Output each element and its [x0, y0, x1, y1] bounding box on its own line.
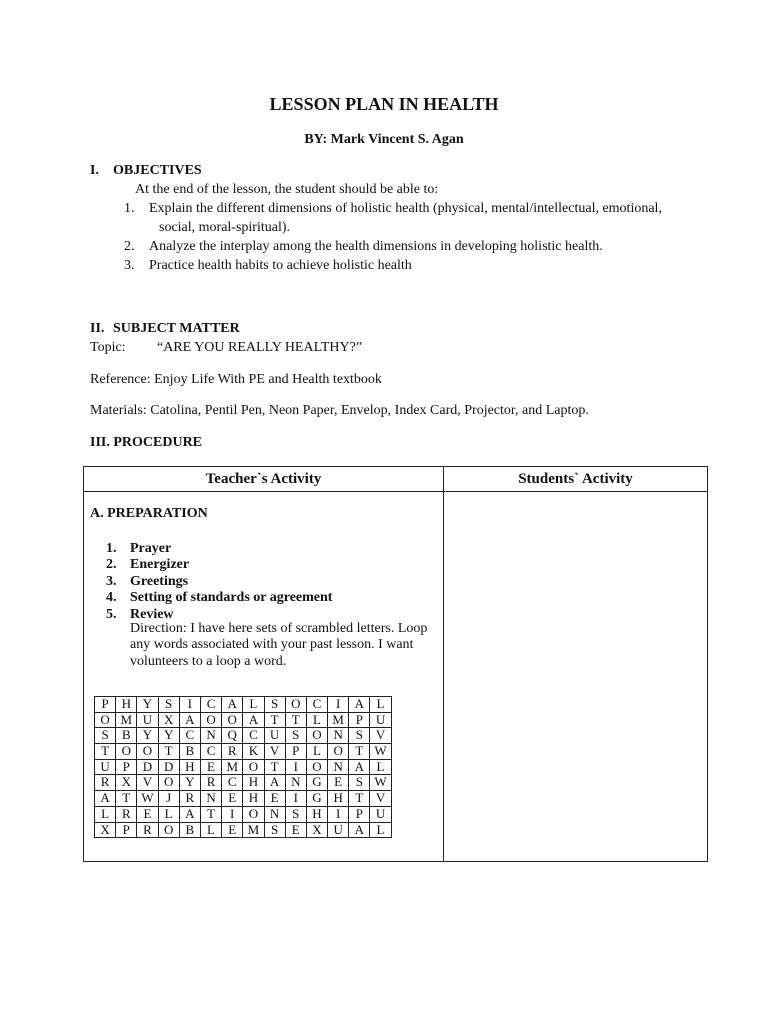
- grid-letter[interactable]: A: [179, 712, 200, 728]
- grid-letter[interactable]: S: [264, 697, 285, 713]
- grid-letter[interactable]: P: [285, 744, 306, 760]
- grid-letter[interactable]: X: [95, 822, 116, 838]
- grid-letter[interactable]: S: [285, 806, 306, 822]
- grid-row: [95, 744, 392, 760]
- grid-letter[interactable]: V: [137, 775, 158, 791]
- grid-letter[interactable]: C: [306, 697, 327, 713]
- step-label: Setting of standards or agreement: [130, 590, 333, 606]
- grid-letter[interactable]: O: [306, 759, 327, 775]
- objective-item-continuation: social, moral-spiritual).: [159, 220, 291, 235]
- grid-letter[interactable]: S: [158, 697, 179, 713]
- grid-letter[interactable]: O: [95, 712, 116, 728]
- grid-letter[interactable]: S: [264, 822, 285, 838]
- grid-letter[interactable]: Y: [179, 775, 200, 791]
- grid-letter[interactable]: N: [200, 791, 221, 807]
- objective-item: [124, 258, 412, 274]
- document-title: LESSON PLAN IN HEALTH: [269, 94, 499, 114]
- grid-letter[interactable]: M: [116, 712, 137, 728]
- grid-letter[interactable]: R: [95, 775, 116, 791]
- grid-letter[interactable]: C: [200, 744, 221, 760]
- grid-letter[interactable]: H: [328, 791, 349, 807]
- step-number: 4.: [106, 590, 117, 606]
- grid-letter[interactable]: M: [328, 712, 349, 728]
- students-activity-cell: [444, 492, 708, 862]
- grid-row: [95, 822, 392, 838]
- grid-letter[interactable]: P: [349, 806, 370, 822]
- review-direction: Direction: I have here sets of scrambled letters. Loop any words associated with your past lesson. I want volunteers to a loop a word.: [130, 621, 428, 669]
- grid-letter[interactable]: E: [222, 791, 243, 807]
- grid-letter[interactable]: M: [243, 822, 264, 838]
- grid-letter[interactable]: I: [285, 791, 306, 807]
- grid-letter[interactable]: I: [222, 806, 243, 822]
- grid-letter[interactable]: W: [137, 791, 158, 807]
- grid-letter[interactable]: A: [349, 822, 370, 838]
- grid-letter[interactable]: P: [116, 822, 137, 838]
- teacher-activity-header: Teacher`s Activity: [84, 467, 444, 492]
- step-number: 3.: [106, 573, 117, 589]
- grid-letter[interactable]: R: [222, 744, 243, 760]
- grid-letter[interactable]: X: [116, 775, 137, 791]
- grid-letter[interactable]: C: [222, 775, 243, 791]
- grid-letter[interactable]: A: [95, 791, 116, 807]
- grid-letter[interactable]: N: [264, 806, 285, 822]
- grid-letter[interactable]: B: [179, 822, 200, 838]
- grid-letter[interactable]: B: [179, 744, 200, 760]
- grid-letter[interactable]: L: [200, 822, 221, 838]
- step-number: 5.: [106, 606, 117, 622]
- grid-letter[interactable]: P: [349, 712, 370, 728]
- word-search-grid: [94, 696, 392, 838]
- grid-letter[interactable]: E: [328, 775, 349, 791]
- grid-row: [95, 775, 392, 791]
- grid-letter[interactable]: I: [328, 806, 349, 822]
- grid-letter[interactable]: L: [306, 712, 327, 728]
- grid-letter[interactable]: X: [158, 712, 179, 728]
- grid-letter[interactable]: P: [95, 697, 116, 713]
- grid-letter[interactable]: T: [116, 791, 137, 807]
- grid-letter[interactable]: H: [179, 759, 200, 775]
- grid-letter[interactable]: S: [95, 728, 116, 744]
- grid-letter[interactable]: V: [264, 744, 285, 760]
- grid-letter[interactable]: E: [200, 759, 221, 775]
- objectives-intro: At the end of the lesson, the student should be able to:: [135, 182, 439, 197]
- grid-letter[interactable]: G: [306, 791, 327, 807]
- grid-letter[interactable]: D: [137, 759, 158, 775]
- topic-value: “ARE YOU REALLY HEALTHY?”: [157, 340, 363, 355]
- byline: BY: Mark Vincent S. Agan: [304, 132, 464, 147]
- objective-item: [124, 201, 662, 217]
- grid-letter[interactable]: A: [349, 759, 370, 775]
- objectives-heading: [90, 163, 202, 179]
- grid-letter[interactable]: O: [328, 744, 349, 760]
- topic-label: Topic:: [90, 340, 126, 355]
- step-label: Greetings: [130, 573, 189, 589]
- grid-letter[interactable]: Y: [137, 697, 158, 713]
- section-number: II.: [90, 321, 105, 336]
- grid-letter[interactable]: T: [349, 744, 370, 760]
- grid-letter[interactable]: O: [306, 728, 327, 744]
- grid-letter[interactable]: A: [349, 697, 370, 713]
- grid-letter[interactable]: U: [370, 806, 391, 822]
- grid-row: [95, 697, 392, 713]
- grid-letter[interactable]: L: [306, 744, 327, 760]
- step-label: Review: [130, 606, 174, 622]
- grid-letter[interactable]: M: [222, 759, 243, 775]
- students-activity-header: Students` Activity: [444, 467, 708, 492]
- grid-letter[interactable]: A: [222, 697, 243, 713]
- item-number: 2.: [124, 239, 135, 254]
- grid-letter[interactable]: U: [264, 728, 285, 744]
- grid-letter[interactable]: S: [349, 775, 370, 791]
- grid-letter[interactable]: K: [243, 744, 264, 760]
- grid-letter[interactable]: E: [285, 822, 306, 838]
- grid-letter[interactable]: S: [285, 728, 306, 744]
- grid-letter[interactable]: C: [200, 697, 221, 713]
- grid-letter[interactable]: A: [243, 712, 264, 728]
- section-title: OBJECTIVES: [113, 163, 202, 178]
- grid-letter[interactable]: B: [116, 728, 137, 744]
- grid-letter[interactable]: T: [285, 712, 306, 728]
- grid-letter[interactable]: O: [243, 806, 264, 822]
- grid-letter[interactable]: I: [328, 697, 349, 713]
- grid-letter[interactable]: A: [264, 775, 285, 791]
- teacher-activity-cell: [84, 492, 444, 862]
- procedure-table: [83, 466, 708, 862]
- grid-letter[interactable]: L: [243, 697, 264, 713]
- grid-letter[interactable]: I: [179, 697, 200, 713]
- grid-letter[interactable]: T: [264, 712, 285, 728]
- materials-line: Materials: Catolina, Pentil Pen, Neon Paper, Envelop, Index Card, Projector, and Laptop.: [90, 403, 589, 418]
- grid-letter[interactable]: C: [243, 728, 264, 744]
- grid-letter[interactable]: V: [370, 728, 391, 744]
- procedure-heading: III. PROCEDURE: [90, 435, 203, 450]
- step-label: Prayer: [130, 541, 172, 556]
- grid-letter[interactable]: S: [349, 728, 370, 744]
- step-item: [106, 590, 332, 606]
- grid-letter[interactable]: H: [243, 791, 264, 807]
- section-number: I.: [90, 163, 99, 178]
- grid-letter[interactable]: L: [95, 806, 116, 822]
- grid-letter[interactable]: O: [243, 759, 264, 775]
- grid-letter[interactable]: W: [370, 744, 391, 760]
- grid-letter[interactable]: I: [285, 759, 306, 775]
- grid-letter[interactable]: N: [200, 728, 221, 744]
- item-text: Analyze the interplay among the health dimensions in developing holistic health.: [149, 239, 603, 254]
- grid-letter[interactable]: H: [243, 775, 264, 791]
- grid-row: [95, 759, 392, 775]
- grid-letter[interactable]: E: [137, 806, 158, 822]
- grid-letter[interactable]: O: [137, 744, 158, 760]
- grid-letter[interactable]: L: [370, 822, 391, 838]
- grid-letter[interactable]: U: [370, 712, 391, 728]
- grid-letter[interactable]: U: [137, 712, 158, 728]
- grid-letter[interactable]: L: [370, 759, 391, 775]
- grid-row: [95, 712, 392, 728]
- grid-letter[interactable]: T: [349, 791, 370, 807]
- grid-letter[interactable]: Q: [222, 728, 243, 744]
- subject-matter-heading: [90, 321, 240, 337]
- reference-line: Reference: Enjoy Life With PE and Health textbook: [90, 372, 382, 387]
- grid-letter[interactable]: G: [306, 775, 327, 791]
- grid-letter[interactable]: J: [158, 791, 179, 807]
- grid-letter[interactable]: D: [158, 759, 179, 775]
- grid-letter[interactable]: P: [116, 759, 137, 775]
- item-text: Explain the different dimensions of holistic health (physical, mental/intellectual, emotional,: [149, 201, 662, 216]
- item-text: Practice health habits to achieve holistic health: [149, 258, 412, 273]
- grid-letter[interactable]: R: [179, 791, 200, 807]
- grid-row: [95, 728, 392, 744]
- grid-row: [95, 791, 392, 807]
- preparation-steps: [106, 541, 332, 623]
- grid-letter[interactable]: R: [137, 822, 158, 838]
- grid-letter[interactable]: C: [179, 728, 200, 744]
- preparation-heading: A. PREPARATION: [90, 506, 208, 521]
- grid-row: [95, 806, 392, 822]
- grid-letter[interactable]: N: [328, 759, 349, 775]
- grid-letter[interactable]: O: [222, 712, 243, 728]
- step-item: [106, 541, 332, 557]
- grid-letter[interactable]: Y: [158, 728, 179, 744]
- grid-letter[interactable]: E: [222, 822, 243, 838]
- grid-letter[interactable]: N: [328, 728, 349, 744]
- grid-letter[interactable]: H: [116, 697, 137, 713]
- objective-item: [124, 239, 603, 255]
- grid-letter[interactable]: O: [158, 775, 179, 791]
- grid-letter[interactable]: L: [158, 806, 179, 822]
- grid-letter[interactable]: U: [95, 759, 116, 775]
- step-item: [106, 574, 332, 590]
- grid-letter[interactable]: O: [285, 697, 306, 713]
- grid-letter[interactable]: O: [200, 712, 221, 728]
- grid-letter[interactable]: O: [116, 744, 137, 760]
- grid-letter[interactable]: T: [264, 759, 285, 775]
- grid-letter[interactable]: O: [158, 822, 179, 838]
- step-label: Energizer: [130, 557, 190, 573]
- item-number: 3.: [124, 258, 135, 273]
- grid-letter[interactable]: A: [179, 806, 200, 822]
- step-number: 1.: [106, 541, 117, 556]
- grid-letter[interactable]: R: [200, 775, 221, 791]
- grid-letter[interactable]: N: [285, 775, 306, 791]
- grid-letter[interactable]: L: [370, 697, 391, 713]
- grid-letter[interactable]: V: [370, 791, 391, 807]
- grid-letter[interactable]: Y: [137, 728, 158, 744]
- grid-letter[interactable]: W: [370, 775, 391, 791]
- grid-letter[interactable]: X: [306, 822, 327, 838]
- grid-letter[interactable]: T: [95, 744, 116, 760]
- step-item: [106, 557, 332, 573]
- grid-letter[interactable]: T: [158, 744, 179, 760]
- section-title: SUBJECT MATTER: [113, 321, 240, 336]
- grid-letter[interactable]: T: [200, 806, 221, 822]
- grid-letter[interactable]: H: [306, 806, 327, 822]
- item-number: 1.: [124, 201, 135, 216]
- grid-letter[interactable]: U: [328, 822, 349, 838]
- grid-letter[interactable]: R: [116, 806, 137, 822]
- step-number: 2.: [106, 557, 117, 573]
- grid-letter[interactable]: E: [264, 791, 285, 807]
